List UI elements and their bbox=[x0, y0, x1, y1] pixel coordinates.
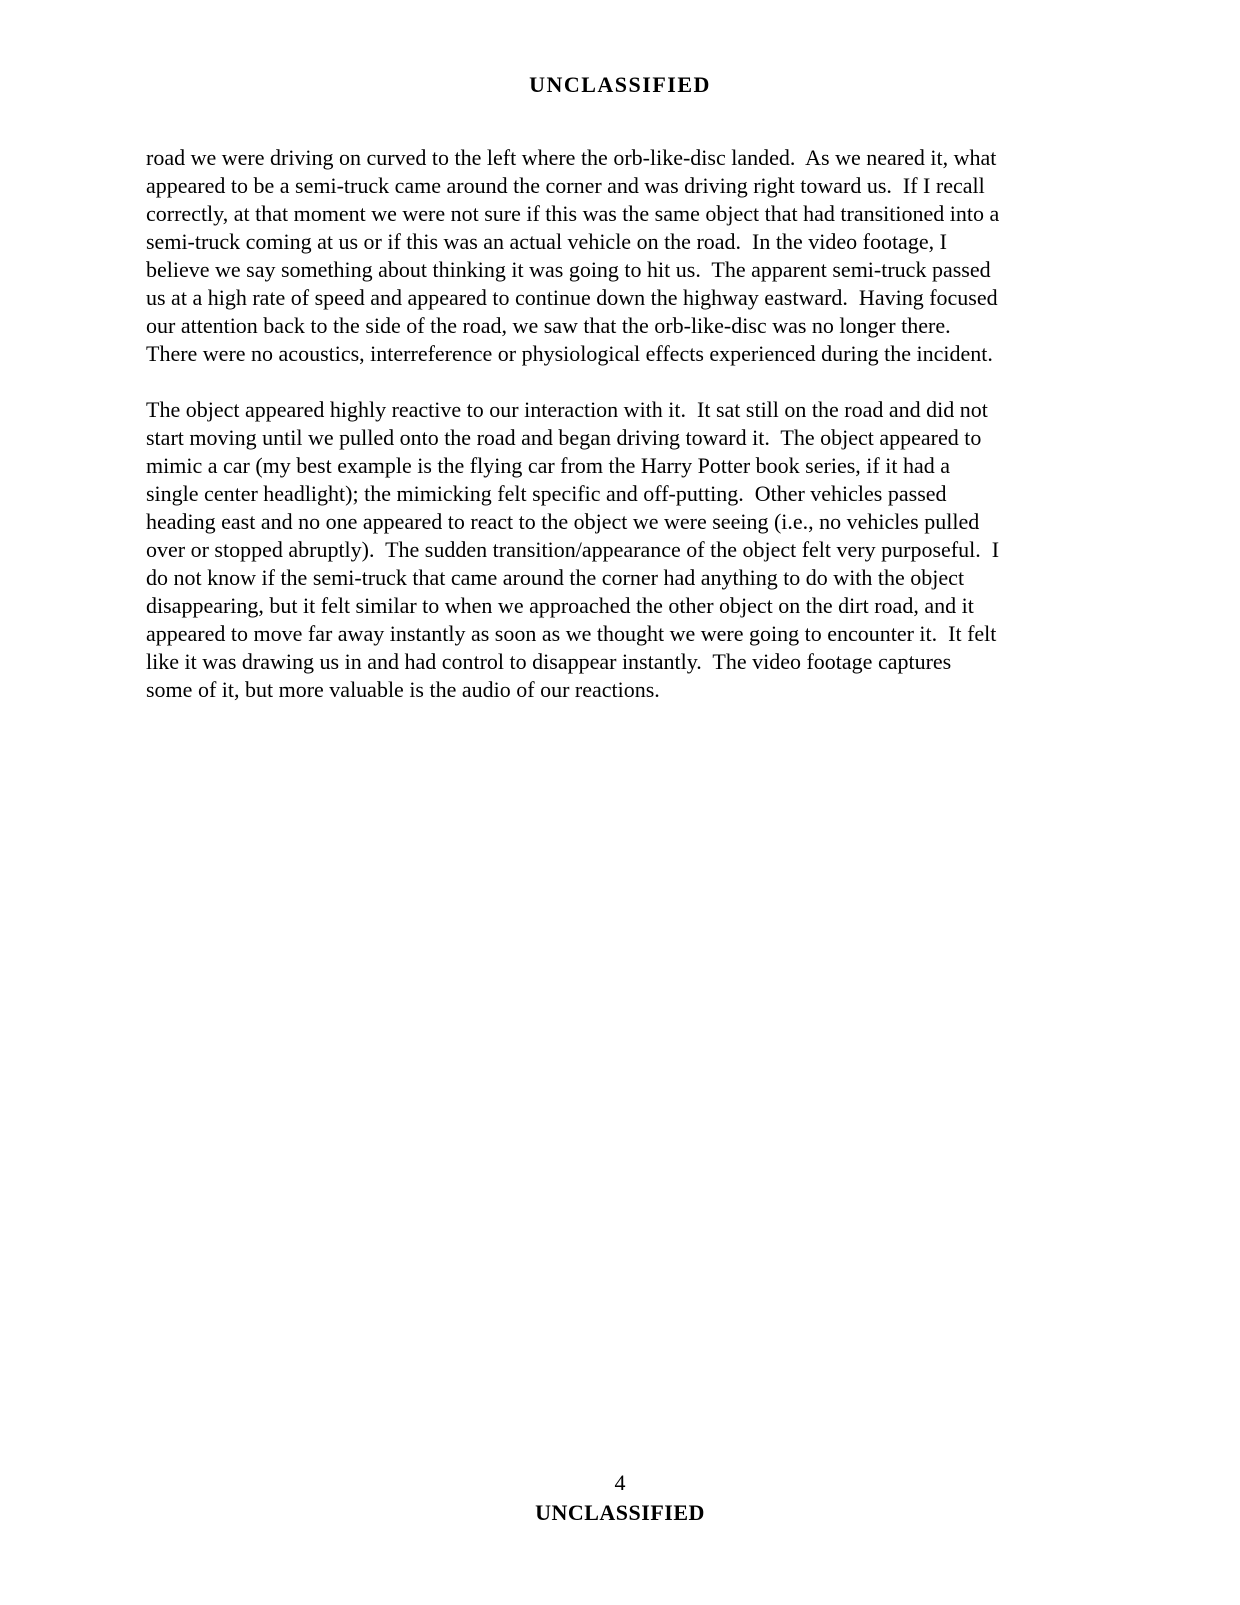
paragraph-line: appeared to be a semi-truck came around the corner and was driving right toward us. If I recall bbox=[146, 173, 985, 198]
paragraph-line: semi-truck coming at us or if this was an actual vehicle on the road. In the video footage, I bbox=[146, 229, 947, 254]
document-body bbox=[146, 144, 1104, 704]
paragraph-line: heading east and no one appeared to react to the object we were seeing (i.e., no vehicles pulled bbox=[146, 509, 980, 534]
paragraph-line: us at a high rate of speed and appeared to continue down the highway eastward. Having focused bbox=[146, 285, 998, 310]
paragraph-line: over or stopped abruptly). The sudden transition/appearance of the object felt very purposeful. I bbox=[146, 537, 1000, 562]
paragraph-2 bbox=[146, 396, 1104, 704]
paragraph-line: believe we say something about thinking it was going to hit us. The apparent semi-truck passed bbox=[146, 257, 991, 282]
paragraph-line: appeared to move far away instantly as soon as we thought we were going to encounter it. It felt bbox=[146, 621, 997, 646]
paragraph-spacer bbox=[146, 368, 1104, 396]
paragraph-line: There were no acoustics, interreference or physiological effects experienced during the incident. bbox=[146, 341, 993, 366]
paragraph-line: mimic a car (my best example is the flying car from the Harry Potter book series, if it had a bbox=[146, 453, 950, 478]
paragraph-line: road we were driving on curved to the left where the orb-like-disc landed. As we neared it, what bbox=[146, 145, 997, 170]
paragraph-line: our attention back to the side of the road, we saw that the orb-like-disc was no longer there. bbox=[146, 313, 951, 338]
paragraph-line: start moving until we pulled onto the road and began driving toward it. The object appeared to bbox=[146, 425, 982, 450]
paragraph-line: do not know if the semi-truck that came around the corner had anything to do with the object bbox=[146, 565, 965, 590]
paragraph-line: some of it, but more valuable is the audio of our reactions. bbox=[146, 677, 660, 702]
footer-classification-marking: UNCLASSIFIED bbox=[535, 1500, 705, 1525]
paragraph-line: single center headlight); the mimicking felt specific and off-putting. Other vehicles passed bbox=[146, 481, 947, 506]
paragraph-line: disappearing, but it felt similar to when we approached the other object on the dirt road, and it bbox=[146, 593, 974, 618]
page-number: 4 bbox=[614, 1470, 626, 1495]
header-classification-marking: UNCLASSIFIED bbox=[529, 72, 711, 97]
paragraph-line: correctly, at that moment we were not sure if this was the same object that had transitioned into a bbox=[146, 201, 1000, 226]
paragraph-line: like it was drawing us in and had control to disappear instantly. The video footage captures bbox=[146, 649, 952, 674]
paragraph-line: The object appeared highly reactive to our interaction with it. It sat still on the road and did not bbox=[146, 397, 988, 422]
paragraph-1 bbox=[146, 144, 1104, 368]
